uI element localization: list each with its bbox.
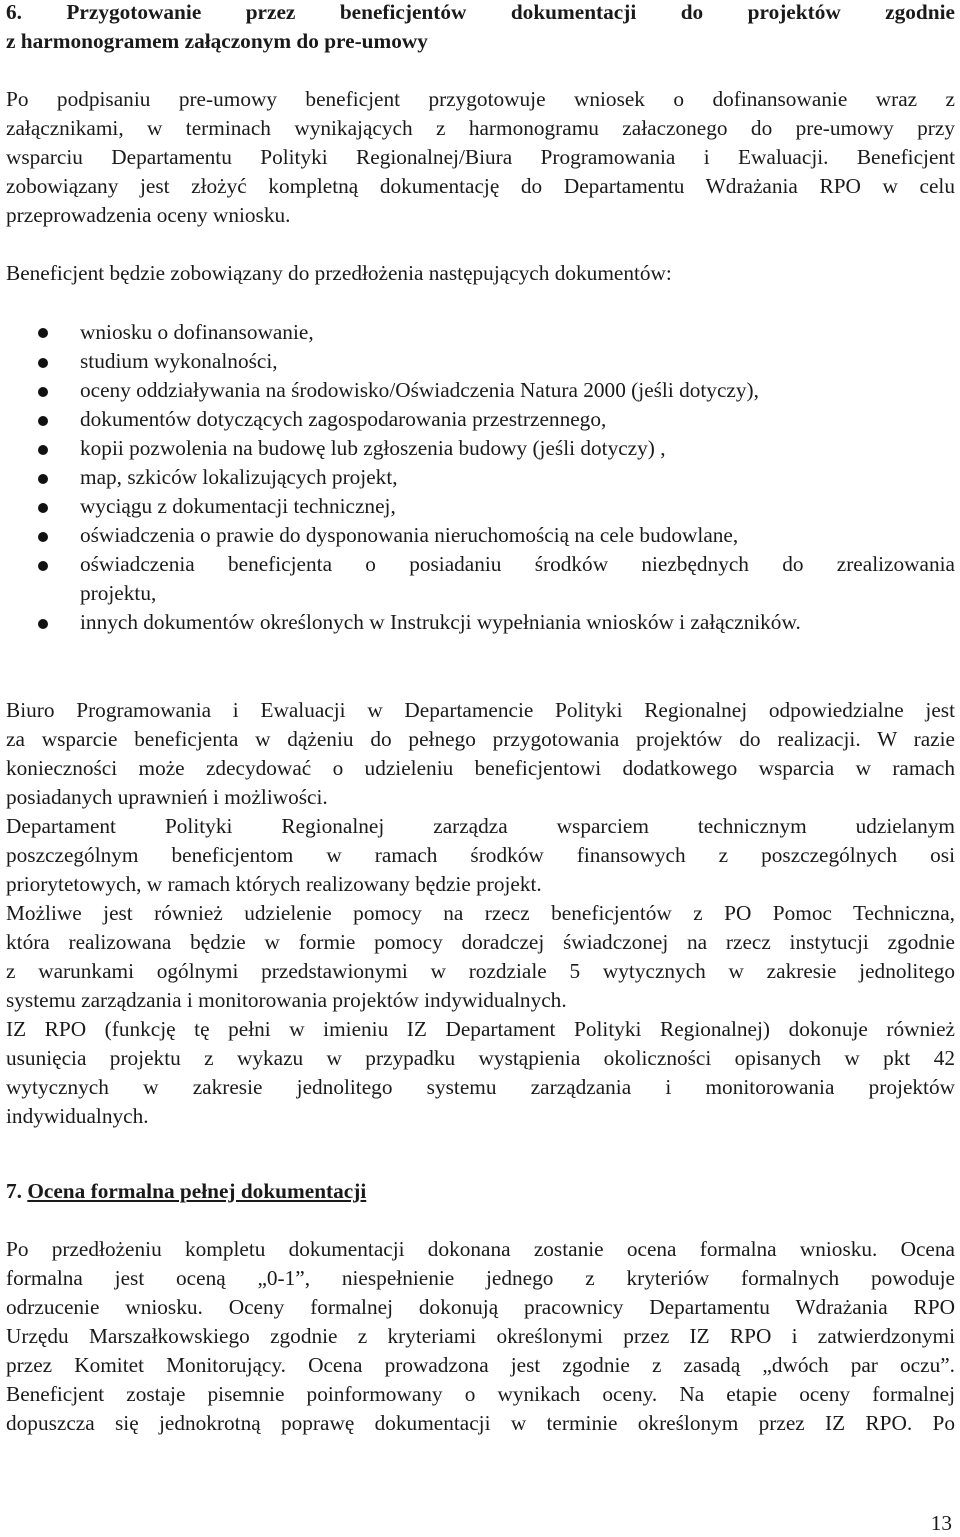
paragraph-line: poszczególnym beneficjentom w ramach środków finansowych z poszczególnych osi <box>6 843 955 867</box>
paragraph-line: Urzędu Marszałkowskiego zgodnie z kryteriami określonymi przez IZ RPO i zatwierdzonymi <box>6 1324 955 1348</box>
paragraph-line: która realizowana będzie w formie pomocy doradczej świadczonej na rzecz instytucji zgodnie <box>6 930 955 954</box>
paragraph-line: Możliwe jest również udzielenie pomocy na rzecz beneficjentów z PO Pomoc Techniczna, <box>6 901 955 925</box>
list-item: oceny oddziaływania na środowisko/Oświadczenia Natura 2000 (jeśli dotyczy), <box>80 378 759 402</box>
paragraph-line: odrzucenie wniosku. Oceny formalnej dokonują pracownicy Departamentu Wdrażania RPO <box>6 1295 955 1319</box>
section-6-heading-line-2: z harmonogramem załączonym do pre-umowy <box>6 29 428 53</box>
paragraph-line: Po podpisaniu pre-umowy beneficjent przygotowuje wniosek o dofinansowanie wraz z <box>6 87 955 111</box>
paragraph-line: usunięcia projektu z wykazu w przypadku wystąpienia okoliczności opisanych w pkt 42 <box>6 1046 955 1070</box>
paragraph-line: przeprowadzenia oceny wniosku. <box>6 203 291 227</box>
list-item: oświadczenia o prawie do dysponowania nieruchomością na cele budowlane, <box>80 523 739 547</box>
paragraph-line: systemu zarządzania i monitorowania projektów indywidualnych. <box>6 988 567 1012</box>
paragraph-line: Biuro Programowania i Ewaluacji w Departamencie Polityki Regionalnej odpowiedzialne jest <box>6 698 955 722</box>
paragraph-line: wytycznych w zakresie jednolitego systemu zarządzania i monitorowania projektów <box>6 1075 955 1099</box>
bullet-icon <box>38 387 48 397</box>
paragraph-line: załącznikami, w terminach wynikających z harmonogramu załaczonego do pre-umowy przy <box>6 116 955 140</box>
section-7-heading <box>6 1177 366 1206</box>
bullet-icon <box>38 474 48 484</box>
bullet-icon <box>38 358 48 368</box>
list-item: innych dokumentów określonych w Instrukcji wypełniania wniosków i załączników. <box>80 610 801 634</box>
bullet-icon <box>38 445 48 455</box>
paragraph-line: przez Komitet Monitorujący. Ocena prowadzona jest zgodnie z zasadą „dwóch par oczu”. <box>6 1353 955 1377</box>
bullet-icon <box>38 532 48 542</box>
paragraph-line: dopuszcza się jednokrotną poprawę dokumentacji w terminie określonym przez IZ RPO. Po <box>6 1411 955 1435</box>
list-item: kopii pozwolenia na budowę lub zgłoszenia budowy (jeśli dotyczy) , <box>80 436 666 460</box>
list-item-continuation: projektu, <box>80 581 157 605</box>
paragraph-line: IZ RPO (funkcję tę pełni w imieniu IZ Departament Polityki Regionalnej) dokonuje również <box>6 1017 955 1041</box>
section-7-title: Ocena formalna pełnej dokumentacji <box>27 1179 367 1203</box>
bullet-icon <box>38 503 48 513</box>
paragraph-line: wsparciu Departamentu Polityki Regionalnej/Biura Programowania i Ewaluacji. Beneficjent <box>6 145 955 169</box>
bullet-icon <box>38 328 48 338</box>
paragraph-line: Beneficjent zostaje pisemnie poinformowany o wynikach oceny. Na etapie oceny formalnej <box>6 1382 955 1406</box>
paragraph-line: Departament Polityki Regionalnej zarządza wsparciem technicznym udzielanym <box>6 814 955 838</box>
list-item: wyciągu z dokumentacji technicznej, <box>80 494 396 518</box>
paragraph-line: konieczności może zdecydować o udzieleniu beneficjentowi dodatkowego wsparcia w ramach <box>6 756 955 780</box>
documents-intro: Beneficjent będzie zobowiązany do przedłożenia następujących dokumentów: <box>6 261 672 285</box>
paragraph-line: indywidualnych. <box>6 1104 149 1128</box>
paragraph-line: formalna jest oceną „0-1”, niespełnienie jednego z kryteriów formalnych powoduje <box>6 1266 955 1290</box>
paragraph-line: z warunkami ogólnymi przedstawionymi w rozdziale 5 wytycznych w zakresie jednolitego <box>6 959 955 983</box>
section-6-heading-line-1: 6. Przygotowanie przez beneficjentów dokumentacji do projektów zgodnie <box>6 0 955 24</box>
list-item: studium wykonalności, <box>80 349 278 373</box>
bullet-icon <box>38 416 48 426</box>
list-item: oświadczenia beneficjenta o posiadaniu środków niezbędnych do zrealizowania <box>80 552 955 576</box>
bullet-icon <box>38 561 48 571</box>
paragraph-line: posiadanych uprawnień i możliwości. <box>6 785 328 809</box>
section-7-number: 7. <box>6 1179 22 1203</box>
paragraph-line: priorytetowych, w ramach których realizowany będzie projekt. <box>6 872 542 896</box>
page-number: 13 <box>930 1511 952 1535</box>
paragraph-line: za wsparcie beneficjenta w dążeniu do pełnego przygotowania projektów do realizacji. W razie <box>6 727 955 751</box>
list-item: dokumentów dotyczących zagospodarowania przestrzennego, <box>80 407 607 431</box>
list-item: wniosku o dofinansowanie, <box>80 320 314 344</box>
list-item: map, szkiców lokalizujących projekt, <box>80 465 398 489</box>
paragraph-line: Po przedłożeniu kompletu dokumentacji dokonana zostanie ocena formalna wniosku. Ocena <box>6 1237 955 1261</box>
bullet-icon <box>38 619 48 629</box>
paragraph-line: zobowiązany jest złożyć kompletną dokumentację do Departamentu Wdrażania RPO w celu <box>6 174 955 198</box>
